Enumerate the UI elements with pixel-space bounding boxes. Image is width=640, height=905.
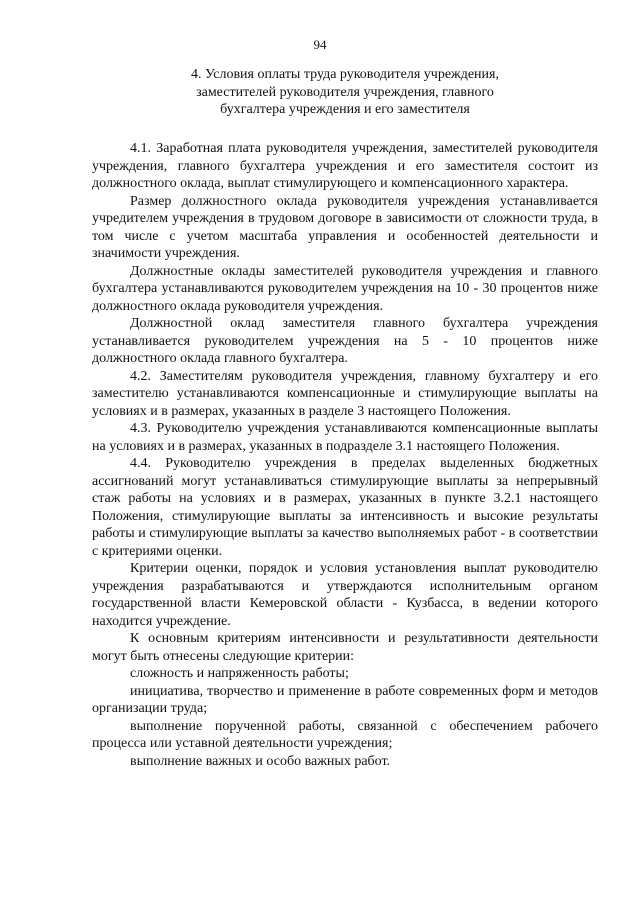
paragraph-criteria-intro: К основным критериям интенсивности и результативности деятельности могут быть отнесены следующие критерии:	[92, 631, 598, 664]
list-item: сложность и напряженность работы;	[130, 666, 349, 681]
paragraph-4-3: 4.3. Руководителю учреждения устанавливаются компенсационные выплаты на условиях и в размерах, указанных в подразделе 3.1 настоящего Положения.	[92, 421, 598, 454]
list-item: выполнение порученной работы, связанной с обеспечением рабочего процесса или уставной деятельности учреждения;	[92, 718, 598, 751]
list-item: выполнение важных и особо важных работ.	[130, 753, 391, 769]
paragraph-deputy-salaries: Должностные оклады заместителей руководителя учреждения и главного бухгалтера устанавливаются руководителем учреждения на 10 - 30 процентов ниже должностного оклада руководителя учреждения.	[92, 263, 598, 314]
heading-line: 4. Условия оплаты труда руководителя учреждения,	[191, 67, 499, 82]
paragraph-director-salary: Размер должностного оклада руководителя учреждения устанавливается учредителем учреждения в трудовом договоре в зависимости от сложности труда, в том числе с учетом масштаба управления и особенностей деятельности и значимости учреждения.	[92, 193, 598, 261]
page-number: 94	[313, 37, 327, 52]
paragraph-4-2: 4.2. Заместителям руководителя учреждения, главному бухгалтеру и его заместителю устанавливаются компенсационные и стимулирующие выплаты на условиях и в размерах, указанных в разделе 3 настоящего Положения.	[92, 368, 598, 419]
paragraph-deputy-accountant-salary: Должностной оклад заместителя главного бухгалтера учреждения устанавливается руководителем учреждения на 5 - 10 процентов ниже должностного оклада главного бухгалтера.	[92, 316, 598, 366]
paragraph-4-1: 4.1. Заработная плата руководителя учреждения, заместителей руководителя учреждения, главного бухгалтера учреждения и его заместителя состоит из должностного оклада, выплат стимулирующего и компенсационного характера.	[92, 141, 598, 191]
paragraph-criteria: Критерии оценки, порядок и условия установления выплат руководителю учреждения разрабатываются и утверждаются исполнительным органом государственной власти Кемеровской области - Кузбасса, в ведении которого находится учреждение.	[92, 561, 598, 629]
heading-line: заместителей руководителя учреждения, главного	[196, 84, 494, 100]
heading-line: бухгалтера учреждения и его заместителя	[220, 102, 470, 117]
document-body	[92, 140, 598, 770]
paragraph-4-4: 4.4. Руководителю учреждения в пределах выделенных бюджетных ассигнований могут устанавливаться стимулирующие выплаты за непрерывный стаж работы на условиях и в размерах, указанных в пункте 3.2.1 настоящего Положения, стимулирующие выплаты за интенсивность и высокие результаты работы и стимулирующие выплаты за качество выполняемых работ - в соответствии с критериями оценки.	[92, 456, 598, 559]
list-item: инициатива, творчество и применение в работе современных форм и методов организации труда;	[92, 683, 598, 716]
section-heading	[92, 66, 598, 119]
